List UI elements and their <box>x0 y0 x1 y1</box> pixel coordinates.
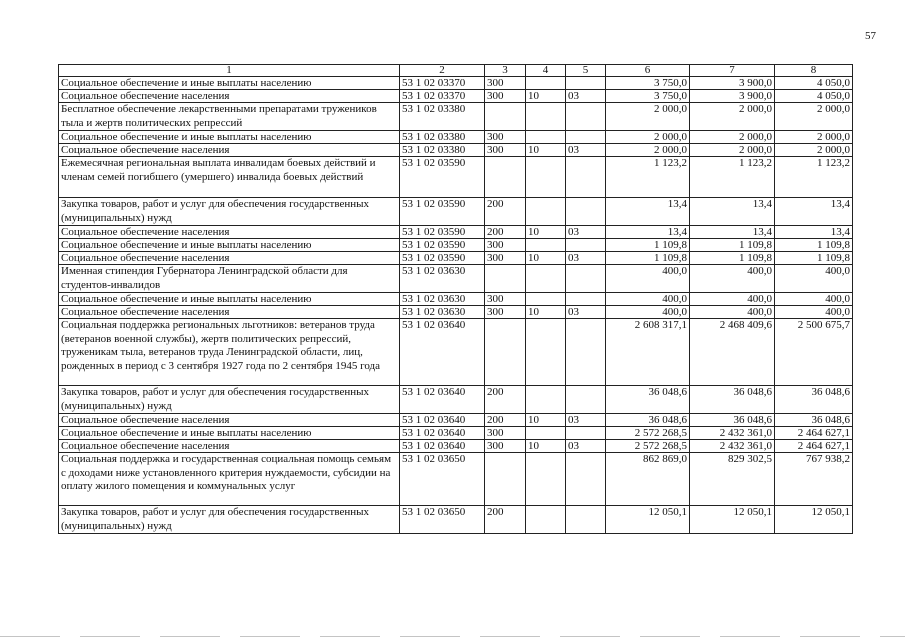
row-name-cell: Социальное обеспечение и иные выплаты населению <box>59 131 400 144</box>
table-row <box>59 90 853 103</box>
table-row <box>59 386 853 414</box>
amount-year1-cell: 2 000,0 <box>606 144 690 157</box>
section-cell: 10 <box>526 306 566 319</box>
table-row <box>59 506 853 534</box>
subsection-cell <box>566 131 606 144</box>
amount-year1-cell: 36 048,6 <box>606 414 690 427</box>
amount-year1-cell: 1 109,8 <box>606 252 690 265</box>
amount-year3-cell: 400,0 <box>775 265 853 293</box>
row-name-cell: Закупка товаров, работ и услуг для обеспечения государственных (муниципальных) нужд <box>59 386 400 414</box>
amount-year1-cell: 2 572 268,5 <box>606 427 690 440</box>
row-name-cell: Ежемесячная региональная выплата инвалидам боевых действий и членам семей погибшего (умершего) инвалида боевых действий <box>59 157 400 198</box>
subsection-cell <box>566 103 606 131</box>
header-cell: 2 <box>400 65 485 77</box>
table-row <box>59 144 853 157</box>
code-cell: 53 1 02 03370 <box>400 90 485 103</box>
code-cell: 53 1 02 03590 <box>400 239 485 252</box>
table-row <box>59 226 853 239</box>
table-row <box>59 265 853 293</box>
row-name-cell: Социальное обеспечение населения <box>59 440 400 453</box>
amount-year2-cell: 400,0 <box>690 306 775 319</box>
table-row <box>59 453 853 506</box>
section-cell <box>526 77 566 90</box>
row-name-cell: Социальная поддержка региональных льготников: ветеранов труда (ветеранов военной службы), жертв политических репрессий, труженикам тыла, ветеранов труда Ленинградской области, лиц, рожденных в период с 3 сентября 1927 года по 2 сентября 1945 года <box>59 319 400 386</box>
amount-year2-cell: 400,0 <box>690 265 775 293</box>
expense-type-cell: 300 <box>485 90 526 103</box>
header-cell: 1 <box>59 65 400 77</box>
subsection-cell <box>566 157 606 198</box>
section-cell <box>526 131 566 144</box>
page-number: 57 <box>865 30 876 42</box>
code-cell: 53 1 02 03380 <box>400 131 485 144</box>
table-row <box>59 103 853 131</box>
subsection-cell <box>566 453 606 506</box>
table-row <box>59 198 853 226</box>
code-cell: 53 1 02 03640 <box>400 414 485 427</box>
amount-year2-cell: 3 900,0 <box>690 77 775 90</box>
amount-year1-cell: 2 572 268,5 <box>606 440 690 453</box>
amount-year2-cell: 1 109,8 <box>690 252 775 265</box>
amount-year3-cell: 2 464 627,1 <box>775 427 853 440</box>
amount-year2-cell: 2 000,0 <box>690 131 775 144</box>
expense-type-cell: 200 <box>485 198 526 226</box>
amount-year3-cell: 4 050,0 <box>775 90 853 103</box>
expense-type-cell: 200 <box>485 386 526 414</box>
amount-year1-cell: 2 000,0 <box>606 131 690 144</box>
table-row <box>59 131 853 144</box>
expense-type-cell: 300 <box>485 306 526 319</box>
amount-year2-cell: 36 048,6 <box>690 386 775 414</box>
expense-type-cell: 300 <box>485 77 526 90</box>
amount-year3-cell: 1 123,2 <box>775 157 853 198</box>
amount-year3-cell: 767 938,2 <box>775 453 853 506</box>
amount-year2-cell: 400,0 <box>690 293 775 306</box>
table-row <box>59 427 853 440</box>
amount-year1-cell: 13,4 <box>606 226 690 239</box>
code-cell: 53 1 02 03640 <box>400 427 485 440</box>
amount-year2-cell: 2 468 409,6 <box>690 319 775 386</box>
amount-year2-cell: 13,4 <box>690 198 775 226</box>
table-row <box>59 157 853 198</box>
code-cell: 53 1 02 03590 <box>400 226 485 239</box>
subsection-cell: 03 <box>566 414 606 427</box>
amount-year2-cell: 12 050,1 <box>690 506 775 534</box>
code-cell: 53 1 02 03640 <box>400 440 485 453</box>
code-cell: 53 1 02 03590 <box>400 157 485 198</box>
row-name-cell: Социальное обеспечение населения <box>59 226 400 239</box>
subsection-cell <box>566 265 606 293</box>
amount-year3-cell: 1 109,8 <box>775 252 853 265</box>
header-cell: 8 <box>775 65 853 77</box>
amount-year3-cell: 12 050,1 <box>775 506 853 534</box>
amount-year1-cell: 13,4 <box>606 198 690 226</box>
row-name-cell: Социальное обеспечение и иные выплаты населению <box>59 427 400 440</box>
amount-year1-cell: 3 750,0 <box>606 77 690 90</box>
amount-year3-cell: 4 050,0 <box>775 77 853 90</box>
amount-year3-cell: 400,0 <box>775 293 853 306</box>
expense-type-cell: 200 <box>485 506 526 534</box>
header-cell: 7 <box>690 65 775 77</box>
row-name-cell: Бесплатное обеспечение лекарственными препаратами тружеников тыла и жертв политических репрессий <box>59 103 400 131</box>
section-cell: 10 <box>526 226 566 239</box>
code-cell: 53 1 02 03370 <box>400 77 485 90</box>
row-name-cell: Социальное обеспечение населения <box>59 252 400 265</box>
amount-year3-cell: 2 500 675,7 <box>775 319 853 386</box>
code-cell: 53 1 02 03590 <box>400 252 485 265</box>
table-row <box>59 319 853 386</box>
row-name-cell: Закупка товаров, работ и услуг для обеспечения государственных (муниципальных) нужд <box>59 198 400 226</box>
row-name-cell: Социальное обеспечение населения <box>59 414 400 427</box>
row-name-cell: Социальное обеспечение населения <box>59 90 400 103</box>
section-cell <box>526 103 566 131</box>
amount-year1-cell: 1 109,8 <box>606 239 690 252</box>
row-name-cell: Социальное обеспечение и иные выплаты населению <box>59 77 400 90</box>
subsection-cell <box>566 427 606 440</box>
amount-year3-cell: 2 000,0 <box>775 144 853 157</box>
table-row <box>59 440 853 453</box>
section-cell <box>526 427 566 440</box>
expense-type-cell: 200 <box>485 414 526 427</box>
amount-year3-cell: 400,0 <box>775 306 853 319</box>
expense-type-cell <box>485 265 526 293</box>
expense-type-cell <box>485 319 526 386</box>
section-cell <box>526 239 566 252</box>
code-cell: 53 1 02 03380 <box>400 103 485 131</box>
amount-year3-cell: 13,4 <box>775 226 853 239</box>
expense-type-cell <box>485 103 526 131</box>
row-name-cell: Социальное обеспечение и иные выплаты населению <box>59 293 400 306</box>
subsection-cell <box>566 506 606 534</box>
expense-type-cell <box>485 157 526 198</box>
amount-year2-cell: 3 900,0 <box>690 90 775 103</box>
amount-year2-cell: 13,4 <box>690 226 775 239</box>
amount-year2-cell: 2 432 361,0 <box>690 440 775 453</box>
code-cell: 53 1 02 03640 <box>400 386 485 414</box>
header-cell: 6 <box>606 65 690 77</box>
code-cell: 53 1 02 03590 <box>400 198 485 226</box>
table-row <box>59 306 853 319</box>
amount-year1-cell: 400,0 <box>606 293 690 306</box>
table-row <box>59 77 853 90</box>
amount-year3-cell: 2 000,0 <box>775 103 853 131</box>
row-name-cell: Социальное обеспечение населения <box>59 306 400 319</box>
amount-year1-cell: 3 750,0 <box>606 90 690 103</box>
expense-type-cell: 300 <box>485 427 526 440</box>
budget-table <box>58 64 853 534</box>
page-bottom-edge <box>0 636 905 637</box>
code-cell: 53 1 02 03630 <box>400 265 485 293</box>
amount-year1-cell: 2 000,0 <box>606 103 690 131</box>
table-row <box>59 414 853 427</box>
header-row <box>59 65 853 77</box>
section-cell <box>526 293 566 306</box>
expense-type-cell: 300 <box>485 239 526 252</box>
subsection-cell: 03 <box>566 90 606 103</box>
code-cell: 53 1 02 03630 <box>400 293 485 306</box>
subsection-cell <box>566 293 606 306</box>
section-cell: 10 <box>526 144 566 157</box>
amount-year3-cell: 1 109,8 <box>775 239 853 252</box>
amount-year2-cell: 1 109,8 <box>690 239 775 252</box>
amount-year3-cell: 2 464 627,1 <box>775 440 853 453</box>
amount-year2-cell: 36 048,6 <box>690 414 775 427</box>
row-name-cell: Именная стипендия Губернатора Ленинградской области для студентов-инвалидов <box>59 265 400 293</box>
amount-year1-cell: 862 869,0 <box>606 453 690 506</box>
amount-year3-cell: 36 048,6 <box>775 414 853 427</box>
header-cell: 5 <box>566 65 606 77</box>
expense-type-cell <box>485 453 526 506</box>
amount-year1-cell: 400,0 <box>606 306 690 319</box>
amount-year2-cell: 2 000,0 <box>690 103 775 131</box>
amount-year1-cell: 36 048,6 <box>606 386 690 414</box>
subsection-cell: 03 <box>566 252 606 265</box>
subsection-cell: 03 <box>566 440 606 453</box>
section-cell: 10 <box>526 252 566 265</box>
subsection-cell <box>566 198 606 226</box>
amount-year3-cell: 13,4 <box>775 198 853 226</box>
section-cell <box>526 453 566 506</box>
expense-type-cell: 300 <box>485 252 526 265</box>
amount-year1-cell: 400,0 <box>606 265 690 293</box>
amount-year1-cell: 12 050,1 <box>606 506 690 534</box>
subsection-cell <box>566 319 606 386</box>
subsection-cell <box>566 77 606 90</box>
section-cell: 10 <box>526 414 566 427</box>
section-cell: 10 <box>526 90 566 103</box>
amount-year1-cell: 2 608 317,1 <box>606 319 690 386</box>
header-cell: 3 <box>485 65 526 77</box>
subsection-cell <box>566 386 606 414</box>
section-cell <box>526 265 566 293</box>
expense-type-cell: 300 <box>485 440 526 453</box>
section-cell <box>526 319 566 386</box>
table-row <box>59 239 853 252</box>
row-name-cell: Социальное обеспечение населения <box>59 144 400 157</box>
header-cell: 4 <box>526 65 566 77</box>
code-cell: 53 1 02 03380 <box>400 144 485 157</box>
subsection-cell: 03 <box>566 226 606 239</box>
subsection-cell: 03 <box>566 144 606 157</box>
code-cell: 53 1 02 03630 <box>400 306 485 319</box>
row-name-cell: Социальная поддержка и государственная социальная помощь семьям с доходами ниже установленного критерия нуждаемости, субсидии на оплату жилого помещения и коммунальных услуг <box>59 453 400 506</box>
subsection-cell: 03 <box>566 306 606 319</box>
section-cell <box>526 198 566 226</box>
amount-year1-cell: 1 123,2 <box>606 157 690 198</box>
amount-year3-cell: 36 048,6 <box>775 386 853 414</box>
expense-type-cell: 300 <box>485 144 526 157</box>
subsection-cell <box>566 239 606 252</box>
code-cell: 53 1 02 03650 <box>400 453 485 506</box>
section-cell: 10 <box>526 440 566 453</box>
table-row <box>59 293 853 306</box>
row-name-cell: Закупка товаров, работ и услуг для обеспечения государственных (муниципальных) нужд <box>59 506 400 534</box>
amount-year2-cell: 1 123,2 <box>690 157 775 198</box>
amount-year2-cell: 2 432 361,0 <box>690 427 775 440</box>
row-name-cell: Социальное обеспечение и иные выплаты населению <box>59 239 400 252</box>
expense-type-cell: 200 <box>485 226 526 239</box>
amount-year3-cell: 2 000,0 <box>775 131 853 144</box>
section-cell <box>526 386 566 414</box>
section-cell <box>526 506 566 534</box>
code-cell: 53 1 02 03640 <box>400 319 485 386</box>
expense-type-cell: 300 <box>485 293 526 306</box>
table-row <box>59 252 853 265</box>
amount-year2-cell: 2 000,0 <box>690 144 775 157</box>
expense-type-cell: 300 <box>485 131 526 144</box>
section-cell <box>526 157 566 198</box>
amount-year2-cell: 829 302,5 <box>690 453 775 506</box>
code-cell: 53 1 02 03650 <box>400 506 485 534</box>
